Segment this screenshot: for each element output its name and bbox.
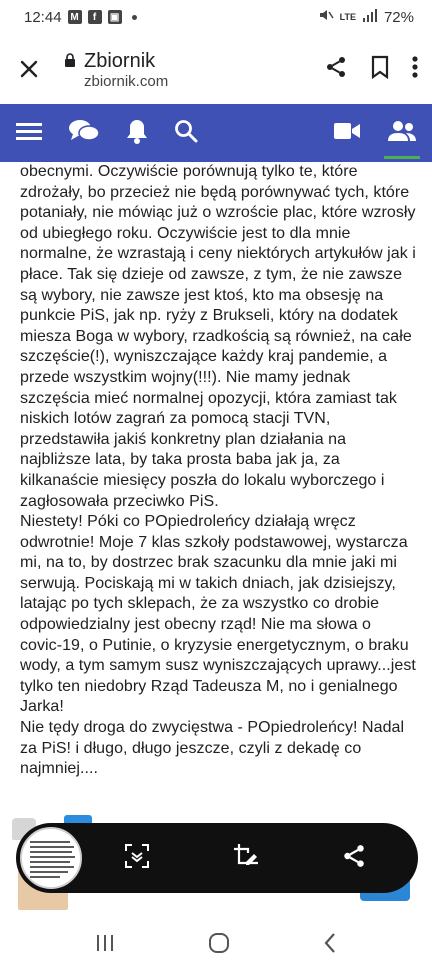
users-icon[interactable] <box>388 120 416 147</box>
more-vert-icon[interactable] <box>412 55 418 84</box>
lte-label: LTE <box>339 11 356 22</box>
video-icon[interactable] <box>334 122 360 145</box>
article-paragraph-2: Niestety! Póki co POpiedroleńcy działają wręcz odwrotnie! Moje 7 klas szkoły podstawowej, wystarcza mi, na to, by dostrzec brak szacunku dla mnie jaki mi serwują. Pociskają mi w takich dniach, jak dzisiejszy, latając po tych sklepach, że za wszystko co drobie odpowiedzialny jest obecny rząd! Nie ma słowa o covic-19, o Putinie, o kryzysie energetycznym, o braku wody, a tym samym susz wyniszczających uprawy...jest tylko ten niedobry Rząd Tadeusza M, no i genialnego Jarka! <box>20 513 416 716</box>
notification-dot-icon <box>132 15 137 20</box>
page-title: Zbiornik <box>84 49 156 72</box>
search-icon[interactable] <box>174 119 198 148</box>
screenshot-thumbnail[interactable] <box>20 827 82 889</box>
bookmark-icon[interactable] <box>370 55 390 84</box>
system-nav-bar <box>0 930 432 960</box>
back-icon[interactable] <box>323 932 337 959</box>
screenshot-toolbar <box>16 823 418 893</box>
mute-icon <box>318 7 334 27</box>
page-url: zbiornik.com <box>84 72 169 90</box>
chat-icon[interactable] <box>68 118 100 149</box>
battery-percent: 72% <box>383 8 414 26</box>
browser-actions <box>324 55 418 84</box>
article-paragraph-1: obecnymi. Oczywiście porównują tylko te, które zdrożały, bo przecież nie będą porównywać tych, które potaniały, nie mówiąc już o wzroście plac, które wzrosły od ubiegłego roku. Oczywiście jest to dla mnie normalne, że wzrastają i ceny niektórych artykułów jak i płace. Tak się dzieje od zawsze, z tym, że nie zawsze są wybory, nie zawsze jest ktoś, kto ma obsesję na punkcie PiS, jak np. ryży z Brukseli, który na dodatek miesza Boga w wybory, rzadkością są również, na całe szczęście(!), wyniszczające każdy kraj pandemie, a przede wszystkim wojny(!!!). Nie mamy jednak szczęścia mieć normalnej opozycji, która zamiast tak niskich lotów zagrań za pomocą stacji TVN, przedstawiła jakiś konkretny plan działania na najbliższe lata, by taka prosta baba jak ja, za kilkanaście miesięcy poszła do lokalu wyborczego i zagłosowała przeciwko PiS. <box>20 163 416 510</box>
scroll-capture-icon[interactable] <box>123 842 151 875</box>
menu-icon[interactable] <box>16 121 42 146</box>
article-content <box>20 162 416 780</box>
bell-icon[interactable] <box>126 118 148 149</box>
status-left <box>24 9 137 26</box>
share-icon-toolbar[interactable] <box>341 843 367 874</box>
lock-icon <box>64 49 76 73</box>
signal-icon <box>362 8 378 26</box>
site-nav <box>0 104 432 162</box>
browser-bar <box>0 34 432 104</box>
mail-icon: M <box>68 10 82 24</box>
status-right <box>318 7 414 27</box>
share-icon[interactable] <box>324 55 348 84</box>
status-time: 12:44 <box>24 8 62 26</box>
url-block[interactable] <box>64 49 324 90</box>
recents-icon[interactable] <box>95 934 115 957</box>
article-paragraph-3: Nie tędy droga do zwycięstwa - POpiedroleńcy! Nadal za PiS! i długo, długo jeszcze, czyli z dekadę co najmniej.... <box>20 719 405 778</box>
status-bar <box>0 0 432 34</box>
facebook-icon: f <box>88 10 102 24</box>
app-icon: ▣ <box>108 10 122 24</box>
home-icon[interactable] <box>208 932 230 959</box>
close-icon[interactable] <box>14 54 44 84</box>
crop-edit-icon[interactable] <box>232 842 260 875</box>
